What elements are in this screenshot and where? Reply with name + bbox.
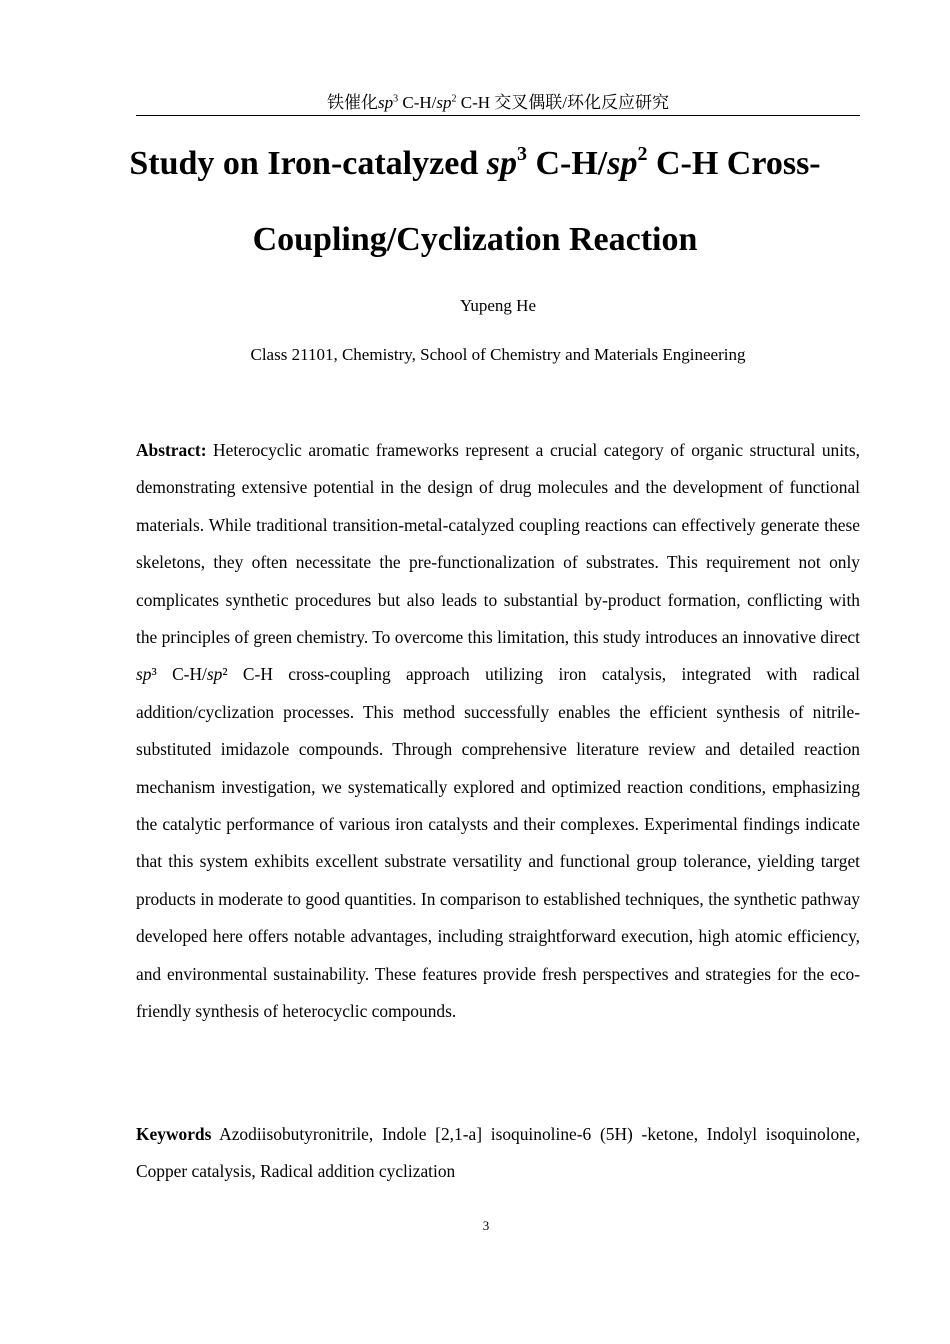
- abstract: [136, 432, 860, 1031]
- keywords: [136, 1116, 860, 1191]
- title-sup-2: 2: [637, 143, 648, 165]
- author-affiliation: Class 21101, Chemistry, School of Chemistry and Materials Engineering: [250, 345, 746, 364]
- title-part-1: Study on Iron-catalyzed: [129, 145, 487, 182]
- page-number: 3: [482, 1218, 490, 1233]
- running-header-mid: C-H/: [398, 93, 437, 112]
- title-part-2: C-H Cross-Coupling/Cyclization Reaction: [252, 145, 821, 258]
- running-header-suffix: C-H 交叉偶联/环化反应研究: [456, 93, 669, 112]
- abstract-label: Abstract:: [136, 440, 207, 460]
- running-header-prefix: 铁催化: [327, 93, 378, 112]
- paper-title: [110, 126, 840, 278]
- author-name: Yupeng He: [459, 296, 536, 315]
- abstract-sp-2: sp: [206, 664, 223, 685]
- title-mid: C-H/: [526, 145, 608, 182]
- keywords-label: Keywords: [136, 1124, 212, 1144]
- running-header-sp-1: sp: [378, 93, 394, 112]
- abstract-text-2: ³ C-H/: [151, 664, 207, 685]
- abstract-text-1: Heterocyclic aromatic frameworks represent a crucial category of organic structural units, demonstrating extensive potential in the design of drug molecules and the development of functional materials. While traditional transition-metal-catalyzed coupling reactions can effectively generate these skeletons, they often necessitate the pre-functionalization of substrates. This requirement not only complicates synthetic procedures but also leads to substantial by-product formation, conflicting with the principles of green chemistry. To overcome this limitation, this study introduces an innovative direct: [136, 440, 860, 648]
- title-sp-2: sp: [607, 145, 638, 182]
- abstract-text-3: ² C-H cross-coupling approach utilizing iron catalysis, integrated with radical addition/cyclization processes. This method successfully enables the efficient synthesis of nitrile-substituted imidazole compounds. Through comprehensive literature review and detailed reaction mechanism investigation, we systematically explored and optimized reaction conditions, emphasizing the catalytic performance of various iron catalysts and their complexes. Experimental findings indicate that this system exhibits excellent substrate versatility and functional group tolerance, yielding target products in moderate to good quantities. In comparison to established techniques, the synthetic pathway developed here offers notable advantages, including straightforward execution, high atomic efficiency, and environmental sustainability. These features provide fresh perspectives and strategies for the eco-friendly synthesis of heterocyclic compounds.: [136, 664, 861, 1022]
- keywords-text: Azodiisobutyronitrile, Indole [2,1-a] isoquinoline-6 (5H) -ketone, Indolyl isoquinolone, Copper catalysis, Radical addition cyclization: [136, 1124, 860, 1182]
- running-header-sup-1: 3: [393, 93, 399, 105]
- abstract-sp-1: sp: [136, 664, 152, 685]
- title-sup-1: 3: [516, 143, 527, 165]
- title-sp-1: sp: [486, 145, 517, 182]
- running-header: [136, 91, 860, 116]
- running-header-sp-2: sp: [436, 93, 452, 112]
- running-header-sup-2: 2: [451, 93, 457, 105]
